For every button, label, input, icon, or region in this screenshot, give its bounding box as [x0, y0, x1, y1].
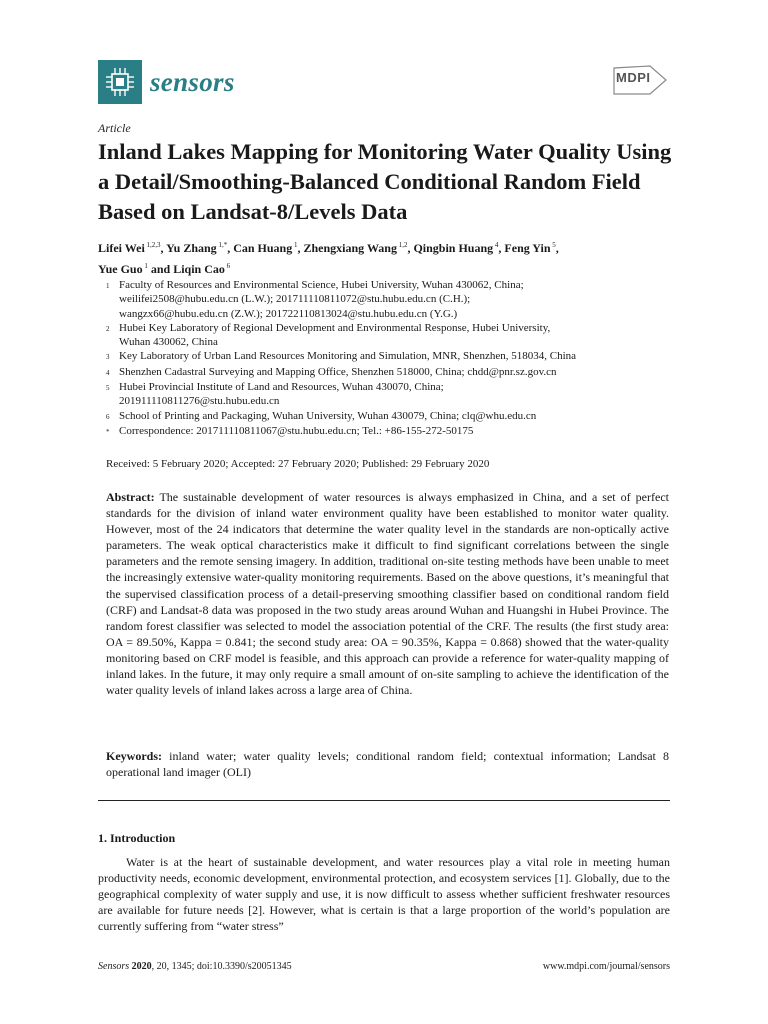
footer-citation — [98, 961, 292, 972]
author-name: Liqin Cao — [173, 262, 225, 276]
footer-journal: Sensors — [98, 961, 130, 972]
paper-title: Inland Lakes Mapping for Monitoring Water Quality Using a Detail/Smoothing-Balanced Conditional Random Field Based on Landsat-8/Levels Data — [98, 139, 672, 224]
affiliation-item — [106, 365, 666, 380]
abstract-label: Abstract: — [106, 490, 155, 504]
section-divider — [98, 800, 670, 801]
publisher-logo — [610, 58, 670, 102]
affiliation-text: Correspondence: 201711110811067@stu.hubu.edu.cn; Tel.: +86-155-272-50175 — [119, 424, 474, 437]
author-affiliation-marker: 5 — [550, 241, 556, 249]
publisher-name: MDPI — [616, 70, 651, 85]
footer-citation-rest: , 20, 1345; doi:10.3390/s20051345 — [151, 961, 292, 972]
affiliation-number: 4 — [106, 368, 110, 377]
affiliation-number: 6 — [106, 412, 110, 421]
affiliation-item — [106, 380, 666, 409]
author-name: Yue Guo — [98, 262, 143, 276]
introduction-paragraph: Water is at the heart of sustainable development, and water resources play a vital role in meeting human productivity needs, economic development, environmental protection, and ecosystem services [1]. Globally, due to the geographical complexity of water supply and use, it is now difficult to assess whether sufficient freshwater resources are available for future needs [2]. However, what is certain is that a large proportion of the world’s population are currently suffering from “water stress” — [98, 855, 670, 934]
author-name: Qingbin Huang — [413, 241, 494, 255]
affiliation-number: 1 — [106, 282, 110, 290]
author-affiliation-marker: 1 — [292, 241, 298, 249]
author-affiliation-marker: 6 — [224, 262, 231, 270]
keywords — [106, 748, 669, 780]
affiliation-number: 3 — [106, 353, 110, 362]
abstract-text: The sustainable development of water resources is always emphasized in China, and a set of perfect standards for the division of inland water environment quality have been established to monitor water quality. However, most of the 24 indicators that determine the water quality level in the standards are non-optically active parameters. The weak optical characteristics make it difficult to find significant correlations between the single parameters and the remote sensing imagery. In addition, traditional on-site testing methods have been unable to meet the increasingly extensive water-quality monitoring requirements. Based on the above questions, it’s meaningful that the supervised classification process of a detail-preserving smoothing classifier based on conditional random field (CRF) and Landsat-8 data was proposed in the two study areas around Wuhan and Huangshi in Hubei Province. The random forest classifier was selected to model the association potential of the CRF. The results (the first study area: OA = 89.50%, Kappa = 0.841; the second study area: OA = 90.35%, Kappa = 0.868) showed that the water-quality monitoring based on CRF model is feasible, and this approach can provide a reference for water-quality mapping of inland lakes. In the future, it may only require a small amount of on-site sampling to achieve the identification of the water quality levels of inland lakes across a large area of China. — [106, 490, 669, 698]
affiliation-item — [106, 278, 666, 321]
publication-dates: Received: 5 February 2020; Accepted: 27 February 2020; Published: 29 February 2020 — [106, 458, 490, 470]
affiliation-text: Key Laboratory of Urban Land Resources Monitoring and Simulation, MNR, Shenzhen, 518034, China — [119, 350, 577, 363]
keywords-text: inland water; water quality levels; conditional random field; contextual information; Landsat 8 operational land imager (OLI) — [106, 749, 670, 780]
author-name: Zhengxiang Wang — [303, 241, 397, 255]
author-affiliation-marker: 4 — [493, 241, 499, 249]
affiliation-item — [106, 349, 666, 364]
author-affiliation-marker: 1,2 — [396, 241, 408, 249]
author-affiliation-marker: 1,* — [216, 241, 228, 249]
author-name: Lifei Wei — [98, 241, 145, 255]
affiliation-text: School of Printing and Packaging, Wuhan University, Wuhan 430079, China; clq@whu.edu.cn — [119, 409, 537, 422]
journal-logo — [98, 60, 235, 104]
affiliation-item — [106, 409, 666, 424]
footer-url[interactable]: www.mdpi.com/journal/sensors — [542, 961, 670, 972]
author-name: Feng Yin — [504, 241, 551, 255]
section-heading-introduction: 1. Introduction — [98, 831, 176, 845]
affiliation-text: Hubei Provincial Institute of Land and Resources, Wuhan 430070, China; 201911110811276@stu.hubu.edu.cn — [119, 381, 444, 408]
chip-icon — [98, 60, 142, 104]
journal-name: sensors — [150, 66, 235, 97]
affiliation-item — [106, 321, 666, 350]
abstract — [106, 489, 669, 698]
author-name: Can Huang — [233, 241, 293, 255]
affiliations — [106, 278, 666, 439]
affiliation-number: * — [106, 427, 110, 436]
author-affiliation-marker: 1 — [142, 262, 148, 270]
affiliation-text: Shenzhen Cadastral Surveying and Mapping Office, Shenzhen 518000, China; chdd@pnr.sz.gov.cn — [119, 365, 557, 378]
affiliation-text: Faculty of Resources and Environmental Science, Hubei University, Wuhan 430062, China; weilifei2508@hubu.edu.cn (L.W.); 201711110811072@stu.hubu.edu.cn (C.H.); wangzx66@hubu.edu.cn (Z.W.); 201722110813024@stu.hubu.edu.cn (Y.G.) — [119, 279, 524, 320]
author-name: Yu Zhang — [166, 241, 217, 255]
author-affiliation-marker: 1,2,3 — [144, 241, 161, 249]
affiliation-item — [106, 424, 666, 439]
affiliation-number: 5 — [106, 384, 110, 393]
article-type: Article — [98, 121, 131, 135]
keywords-label: Keywords: — [106, 749, 162, 763]
author-list: Lifei Wei $^{1,2,3}$, Yu Zhang $^{1,*}$, Can Huang $^1$, Zhengxiang Wang $^{1,2}$, Qingbin Huang $^4$, Feng Yin $^5$, Yue Guo $^1$ and Liqin Cao $^6$ — [98, 241, 559, 276]
footer-year: 2020 — [131, 961, 152, 972]
affiliation-number: 2 — [106, 324, 110, 333]
affiliation-text: Hubei Key Laboratory of Regional Development and Environmental Response, Hubei University, Wuhan 430062, China — [119, 321, 551, 349]
